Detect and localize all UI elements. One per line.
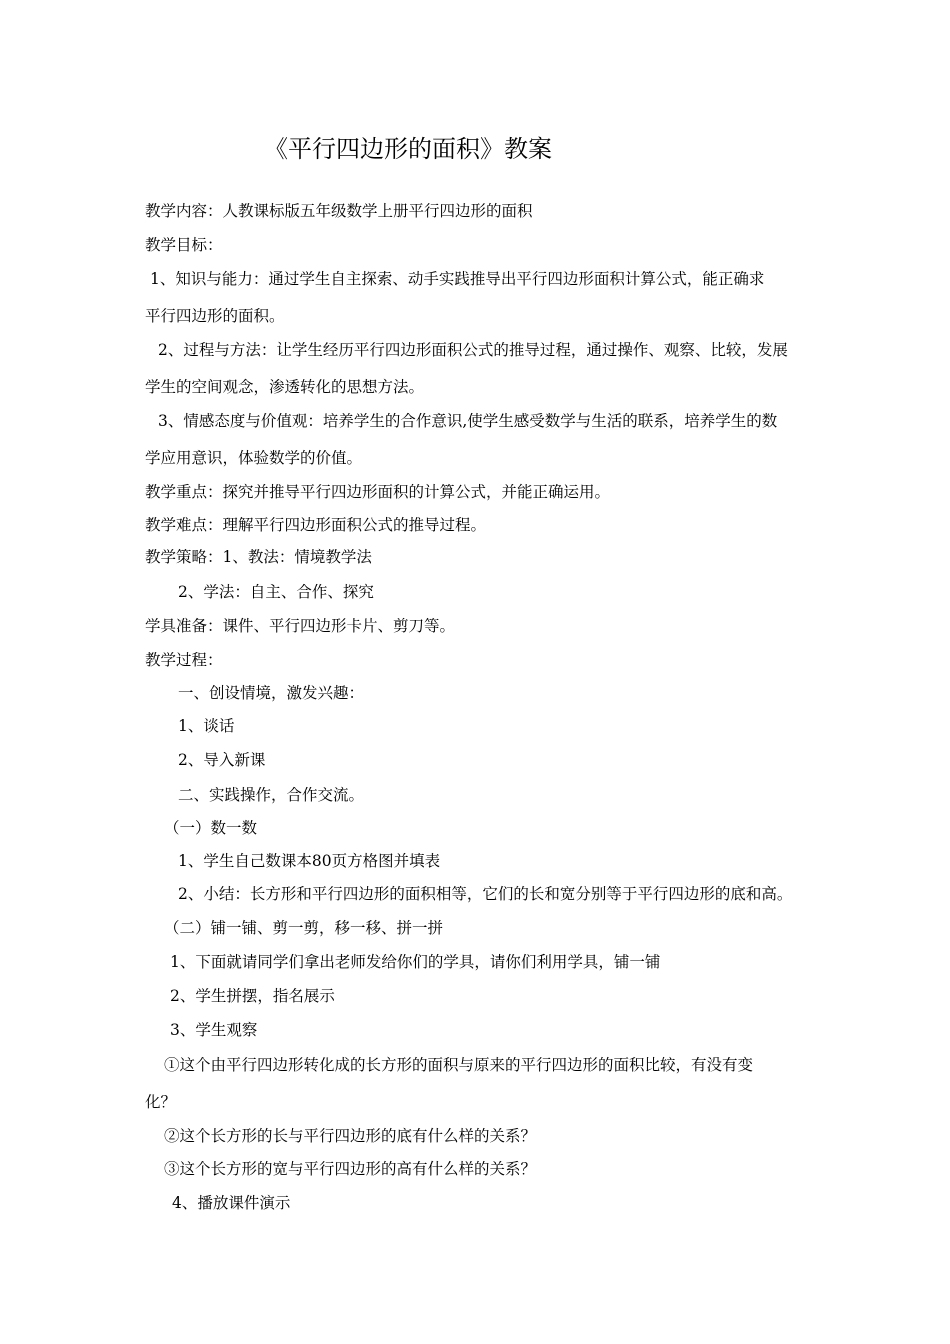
- text-line-question-1: ①这个由平行四边形转化成的长方形的面积与原来的平行四边形的面积比较，有没有变: [164, 1056, 754, 1074]
- text-line-step-intro: 2、导入新课: [178, 751, 266, 769]
- text-line-goal-1: 1、知识与能力：通过学生自主探索、动手实践推导出平行四边形面积计算公式，能正确求: [150, 270, 765, 288]
- text-line-goal-2: 2、过程与方法：让学生经历平行四边形面积公式的推导过程，通过操作、观察、比较，发展: [158, 341, 788, 359]
- text-line-goal-1-cont: 平行四边形的面积。: [145, 307, 285, 325]
- document-title: 《平行四边形的面积》教案: [264, 135, 552, 163]
- text-line-question-2: ②这个长方形的长与平行四边形的底有什么样的关系？: [164, 1127, 537, 1145]
- text-line-goal-3-cont: 学应用意识，体验数学的价值。: [145, 449, 363, 467]
- text-line-activity-1: 1、下面就请同学们拿出老师发给你们的学具，请你们利用学具，铺一铺: [170, 953, 661, 971]
- text-line-teaching-goals: 教学目标：: [145, 236, 223, 254]
- text-line-goal-2-cont: 学生的空间观念，渗透转化的思想方法。: [145, 378, 425, 396]
- text-line-summary: 2、小结：长方形和平行四边形的面积相等，它们的长和宽分别等于平行四边形的底和高。: [178, 885, 793, 903]
- text-line-strategy: 教学策略：1、教法：情境教学法: [145, 548, 372, 566]
- text-line-strategy-2: 2、学法：自主、合作、探究: [178, 583, 374, 601]
- text-line-subsection-2: （二）铺一铺、剪一剪，移一移、拼一拼: [164, 919, 444, 937]
- text-line-question-1-cont: 化？: [145, 1093, 177, 1111]
- text-line-materials: 学具准备：课件、平行四边形卡片、剪刀等。: [145, 617, 456, 635]
- text-line-difficulty: 教学难点：理解平行四边形面积公式的推导过程。: [145, 516, 487, 534]
- text-line-teaching-content: 教学内容：人教课标版五年级数学上册平行四边形的面积: [145, 202, 533, 220]
- text-line-question-3: ③这个长方形的宽与平行四边形的高有什么样的关系？: [164, 1160, 537, 1178]
- text-line-subsection-1: （一）数一数: [164, 819, 258, 837]
- text-line-count-grid: 1、学生自己数课本80页方格图并填表: [178, 852, 441, 870]
- text-line-section-1: 一、创设情境，激发兴趣：: [178, 684, 365, 702]
- text-line-process: 教学过程：: [145, 651, 223, 669]
- text-line-activity-4: 4、播放课件演示: [172, 1194, 291, 1212]
- text-line-step-talk: 1、谈话: [178, 717, 235, 735]
- text-line-activity-3: 3、学生观察: [170, 1021, 258, 1039]
- text-line-key-point: 教学重点：探究并推导平行四边形面积的计算公式，并能正确运用。: [145, 483, 611, 501]
- text-line-section-2: 二、实践操作，合作交流。: [178, 786, 365, 804]
- text-line-activity-2: 2、学生拼摆，指名展示: [170, 987, 335, 1005]
- text-line-goal-3: 3、情感态度与价值观：培养学生的合作意识,使学生感受数学与生活的联系，培养学生的数: [158, 412, 778, 430]
